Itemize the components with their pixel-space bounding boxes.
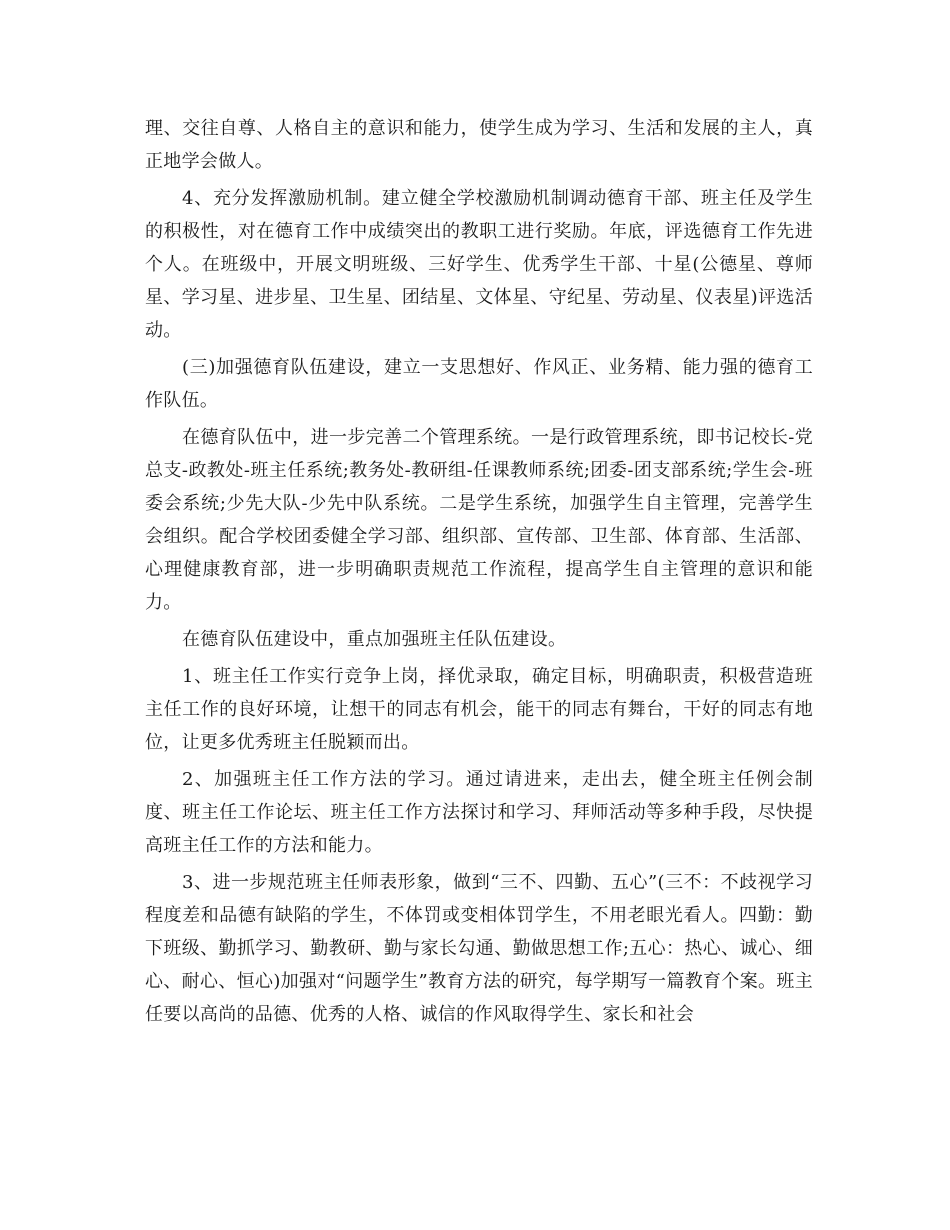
paragraph-6: 1、班主任工作实行竞争上岗，择优录取，确定目标，明确职责，积极营造班主任工作的良好环境，让想干的同志有机会，能干的同志有舞台，干好的同志有地位，让更多优秀班主任脱颖而出。 bbox=[145, 666, 813, 753]
document-body bbox=[145, 112, 813, 1031]
paragraph-8: 3、进一步规范班主任师表形象，做到“三不、四勤、五心”(三不：不歧视学习程度差和品德有缺陷的学生，不体罚或变相体罚学生，不用老眼光看人。四勤：勤下班级、勤抓学习、勤教研、勤与家长勾通、勤做思想工作;五心：热心、诚心、细心、耐心、恒心)加强对“问题学生”教育方法的研究，每学期写一篇教育个案。班主任要以高尚的品德、优秀的人格、诚信的作风取得学生、家长和社会 bbox=[145, 872, 813, 1025]
paragraph-1: 理、交往自尊、人格自主的意识和能力，使学生成为学习、生活和发展的主人，真正地学会做人。 bbox=[145, 118, 813, 172]
paragraph-7: 2、加强班主任工作方法的学习。通过请进来，走出去，健全班主任例会制度、班主任工作论坛、班主任工作方法探讨和学习、拜师活动等多种手段，尽快提高班主任工作的方法和能力。 bbox=[145, 769, 813, 856]
paragraph-3: (三)加强德育队伍建设，建立一支思想好、作风正、业务精、能力强的德育工作队伍。 bbox=[145, 357, 813, 411]
paragraph-4: 在德育队伍中，进一步完善二个管理系统。一是行政管理系统，即书记校长-党总支-政教处-班主任系统;教务处-教研组-任课教师系统;团委-团支部系统;学生会-班委会系统;少先大队-少先中队系统。二是学生系统，加强学生自主管理，完善学生会组织。配合学校团委健全学习部、组织部、宣传部、卫生部、体育部、生活部、心理健康教育部，进一步明确职责规范工作流程，提高学生自主管理的意识和能力。 bbox=[145, 427, 813, 613]
paragraph-5: 在德育队伍建设中，重点加强班主任队伍建设。 bbox=[182, 629, 567, 650]
paragraph-2: 4、充分发挥激励机制。建立健全学校激励机制调动德育干部、班主任及学生的积极性，对在德育工作中成绩突出的教职工进行奖励。年底，评选德育工作先进个人。在班级中，开展文明班级、三好学生、优秀学生干部、十星(公德星、尊师星、学习星、进步星、卫生星、团结星、文体星、守纪星、劳动星、仪表星)评选活动。 bbox=[145, 188, 813, 341]
